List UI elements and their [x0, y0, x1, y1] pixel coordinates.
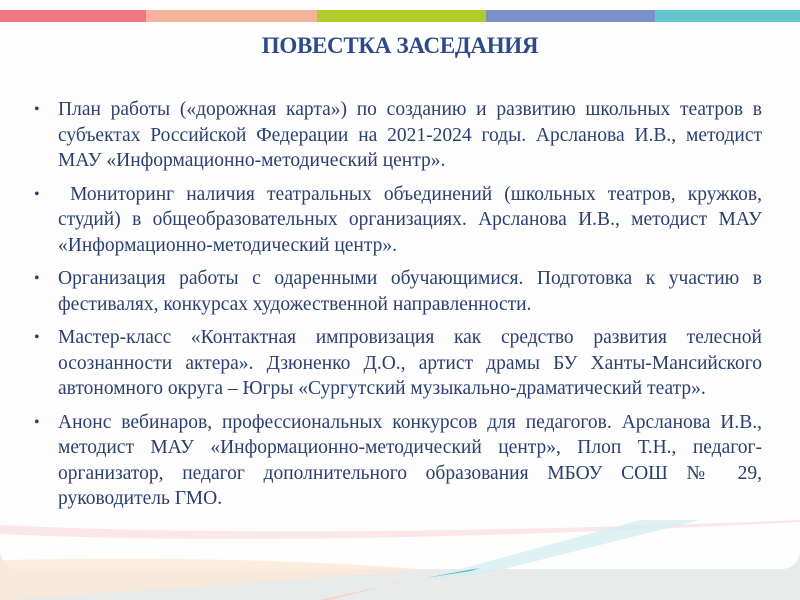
agenda-item — [30, 266, 762, 317]
agenda-item — [30, 410, 762, 512]
agenda-list — [30, 97, 762, 520]
bullet-icon: • — [34, 185, 40, 203]
agenda-item — [30, 97, 762, 174]
decorative-swoosh — [0, 520, 800, 600]
bullet-icon: • — [34, 101, 40, 118]
agenda-item-text: Организация работы с одаренными обучающимися. Подготовка к участию в фестивалях, конкурсах художественной направленности. — [58, 268, 762, 315]
agenda-item — [30, 182, 762, 259]
stripe-blue — [486, 10, 655, 22]
bullet-icon: • — [34, 413, 40, 431]
agenda-item-text: План работы («дорожная карта») по созданию и развитию школьных театров в субъектах Российской Федерации на 2021-2024 годы. Арсланова И.В., методист МАУ «Информационно-методический центр». — [58, 99, 762, 171]
agenda-item-text: Мониторинг наличия театральных объединений (школьных театров, кружков, студий) в общеобразовательных организациях. Арсланова И.В., методист МАУ «Информационно-методический центр». — [58, 183, 762, 256]
stripe-green — [317, 10, 486, 22]
stripe-peach — [146, 10, 317, 22]
bullet-icon: • — [34, 270, 40, 287]
stripe-red — [0, 10, 146, 22]
slide-title: ПОВЕСТКА ЗАСЕДАНИЯ — [261, 33, 539, 58]
color-stripes — [0, 10, 800, 22]
stripe-teal — [655, 10, 800, 22]
bullet-icon: • — [34, 329, 40, 346]
agenda-item — [30, 325, 762, 402]
agenda-item-text: Анонс вебинаров, профессиональных конкурсов для педагогов. Арсланова И.В., методист МАУ «Информационно-методический центр», Плоп Т.Н., педагог-организатор, педагог дополнительного образования МБОУ СОШ № 29, руководитель ГМО. — [58, 411, 762, 509]
agenda-item-text: Мастер-класс «Контактная импровизация как средство развития телесной осознанности актера». Дзюненко Д.О., артист драмы БУ Ханты-Мансийского автономного округа – Югры «Сургутский музыкально-драматический театр». — [58, 327, 762, 399]
